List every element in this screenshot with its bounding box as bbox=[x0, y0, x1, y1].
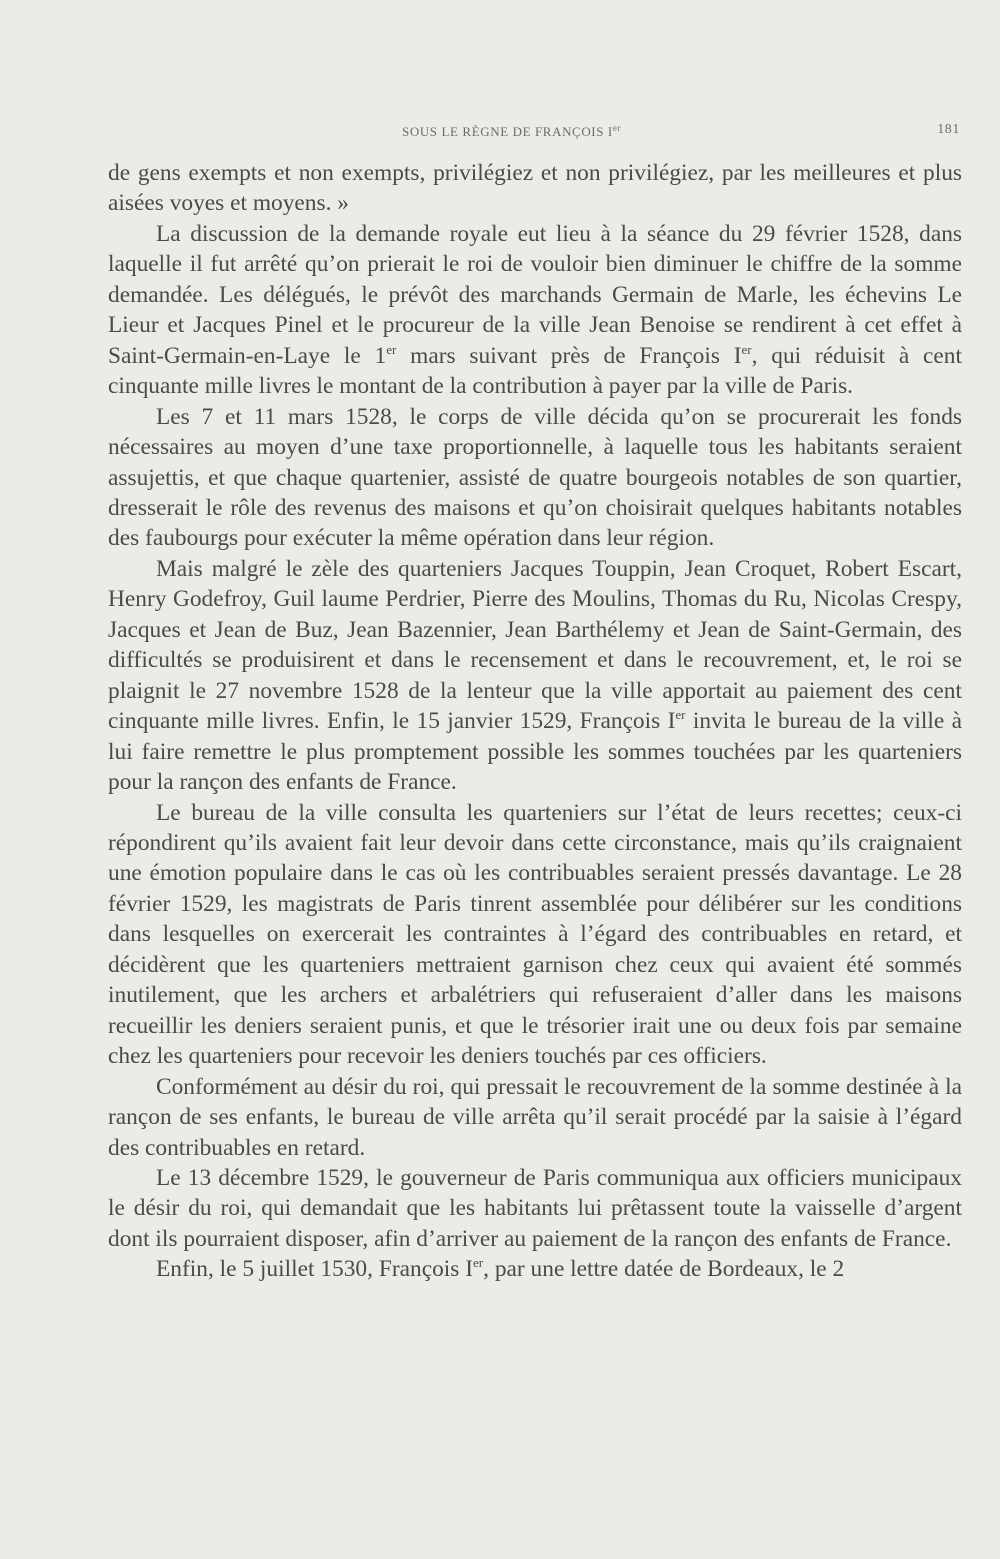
paragraph-text: de gens exempts et non exempts, privilégiez et non privilégiez, par les meilleures et plus aisées voyes et moyens. » bbox=[108, 160, 962, 217]
paragraph-continuation bbox=[108, 158, 962, 219]
ordinal-superscript: er bbox=[386, 341, 397, 357]
paragraph bbox=[108, 1072, 962, 1163]
paragraph-text: invita le bureau de la ville à lui faire remettre le plus promptement possible les sommes touchées par les quarteniers pour la rançon des enfants de France. bbox=[108, 708, 963, 796]
paragraph-text: La discussion de la demande royale eut lieu à la séance du 29 février 1528, dans laquelle il fut arrêté qu’on prierait le roi de vouloir bien diminuer le chiffre de la somme demandée. Les délégués, le prévôt des marchands Germain de Marle, les échevins Le Lieur et Jacques Pinel et le procureur de la ville Jean Benoise se rendirent à cet effet à Saint-Germain-en-Laye le 1 bbox=[108, 220, 962, 369]
running-title-superscript: er bbox=[612, 123, 622, 133]
ordinal-superscript: er bbox=[473, 1255, 484, 1271]
paragraph-text: Conformément au désir du roi, qui pressait le recouvrement de la somme destinée à la rançon de ses enfants, le bureau de ville arrêta qu’il serait procédé par la saisie à l’égard des contribuables en retard. bbox=[108, 1073, 962, 1161]
paragraph-text: , qui réduisit à cent cinquante mille livres le montant de la contribution à payer par la ville de Paris. bbox=[108, 342, 962, 400]
paragraph bbox=[108, 554, 962, 798]
paragraph-text: Enfin, le 5 juillet 1530, François I bbox=[156, 1256, 474, 1283]
running-title bbox=[402, 123, 621, 140]
paragraph bbox=[108, 219, 962, 402]
paragraph-text: Les 7 et 11 mars 1528, le corps de ville décida qu’on se procurerait les fonds nécessaires au moyen d’une taxe proportionnelle, à laquelle tous les habitants seraient assujettis, et que chaque quartenier, assisté de quatre bourgeois notables de son quartier, dresserait le rôle des revenus des maisons et qu’on choisirait quelques habitants notables des faubourgs pour exécuter la même opération dans leur région. bbox=[108, 403, 962, 552]
paragraph-text: , par une lettre datée de Bordeaux, le 2 bbox=[483, 1256, 845, 1283]
paragraph-text: mars suivant près de François I bbox=[396, 342, 742, 369]
page-number: 181 bbox=[937, 122, 960, 137]
paragraph bbox=[108, 1163, 962, 1254]
paragraph-text: Le bureau de la ville consulta les quarteniers sur l’état de leurs recettes; ceux-ci répondirent qu’ils avaient fait leur devoir dans cette circonstance, mais qu’ils craignaient une émotion populaire dans le cas où les contribuables seraient pressés davantage. Le 28 février 1529, les magistrats de Paris tinrent assemblée pour délibérer sur les conditions dans lesquelles on exercerait les contraintes à l’égard des contribuables en retard, et décidèrent que les quarteniers mettraient garnison chez ceux qui avaient été sommés inutilement, que les archers et arbalétriers qui refuseraient d’aller dans les maisons recueillir les deniers seraient punis, et que le trésorier irait une ou deux fois par semaine chez les quarteniers pour recevoir les deniers touchés par ces officiers. bbox=[108, 799, 962, 1070]
paragraph bbox=[108, 1254, 962, 1284]
ordinal-superscript: er bbox=[741, 341, 752, 357]
paragraph bbox=[108, 402, 962, 554]
paragraph-text: Le 13 décembre 1529, le gouverneur de Paris communiqua aux officiers municipaux le désir du roi, qui demandait que les habitants lui prêtassent toute la vaisselle d’argent dont ils pourraient disposer, afin d’arriver au paiement de la rançon des enfants de France. bbox=[108, 1164, 962, 1252]
ordinal-superscript: er bbox=[675, 707, 686, 723]
paragraph-text: Mais malgré le zèle des quarteniers Jacques Touppin, Jean Croquet, Robert Escart, Henry Godefroy, Guil laume Perdrier, Pierre des Moulins, Thomas du Ru, Nicolas Crespy, Jacques et Jean de Buz, Jean Bazennier, Jean Barthélemy et Jean de Saint-Germain, des difficultés se produisirent et dans le recensement et dans le recouvrement, et, le roi se plaignit le 27 novembre 1528 de la lenteur que la ville apportait au paiement des cent cinquante mille livres. Enfin, le 15 janvier 1529, François I bbox=[108, 555, 962, 735]
paragraph bbox=[108, 798, 962, 1072]
running-title-text: SOUS LE RÈGNE DE FRANÇOIS I bbox=[402, 124, 613, 139]
body-text bbox=[108, 158, 962, 1285]
running-head bbox=[0, 120, 1000, 144]
